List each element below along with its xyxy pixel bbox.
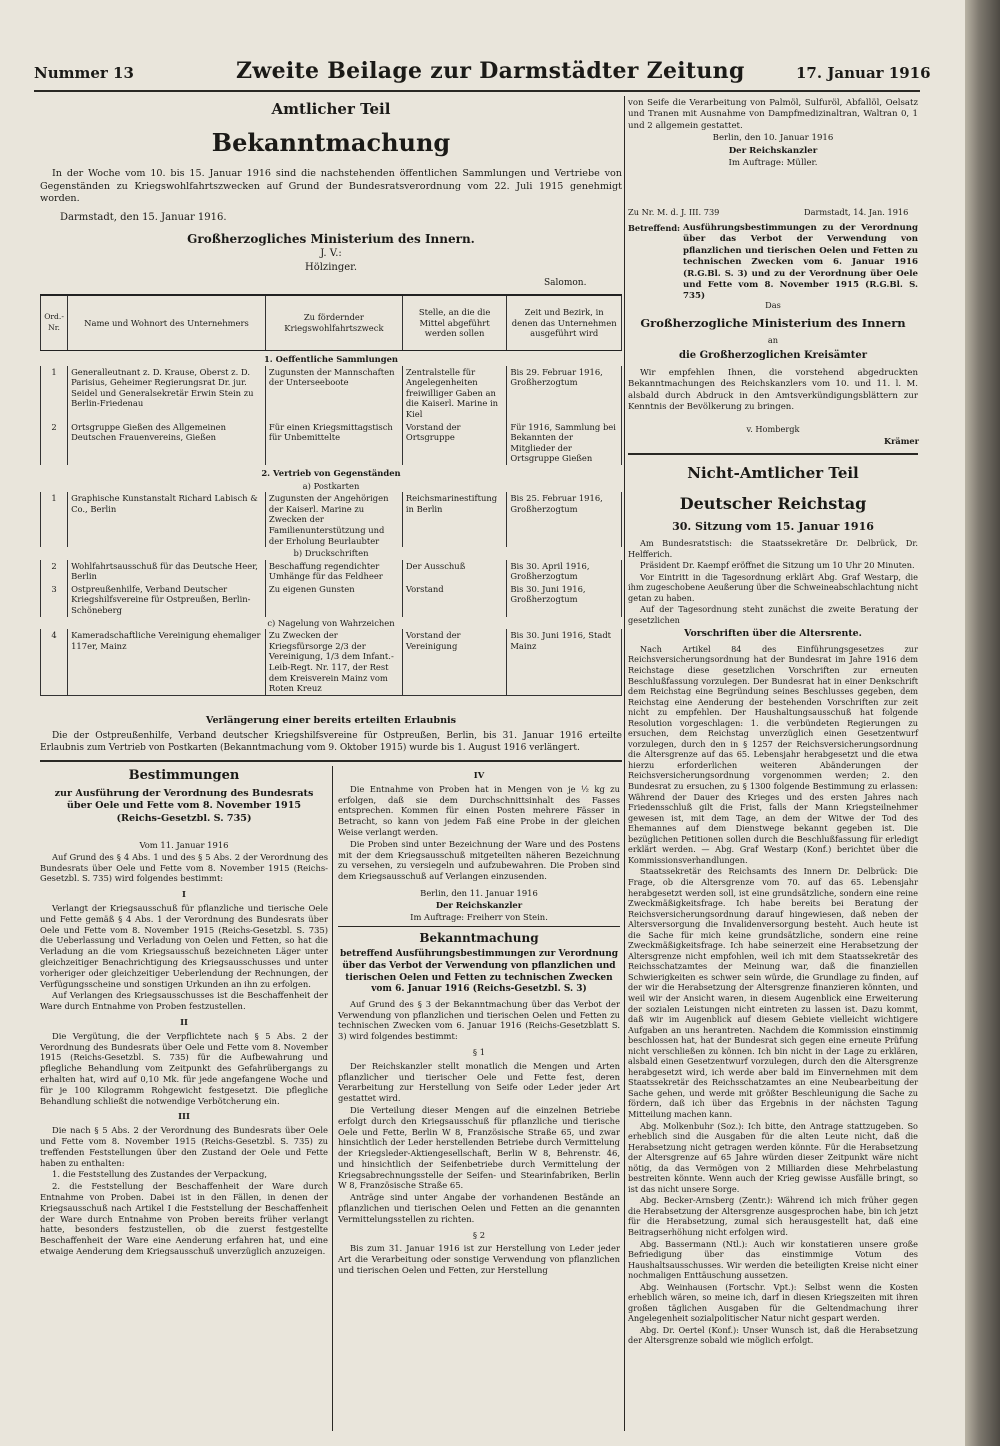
article-ii-text: Die Vergütung, die der Verpflichtete nach § 5 Abs. 2 der Verordnung des Bundesrats über Oele und Fette vom 8. November 1915 (Reichs-Gesetzbl. S. 735) für die Aufbewahrung und pflegliche Behandlung vom Zeitpunkt des Gefahrübergangs zu erhalten hat, wird auf 0,10 Mk. für jede angefangene Woche und für je 100 Kilogramm Rohgewicht festgesetzt. Die pflegliche Behandlung schließt die notwendige Verbötcherung ein. [40,1030,328,1106]
becker-speech: Abg. Becker-Arnsberg (Zentr.): Während ich mich früher gegen die Herabsetzung der Altersgrenze ausgesprochen habe, bin ich jetzt für die Herabsetzung, zumal sich herausgestellt hat, daß eine Beitragserhöhung nicht erfolgen wird. [628,1195,918,1237]
issue-date: 17. Januar 1916 [796,64,931,82]
col-header-name: Name und Wohnort des Unternehmers [68,295,266,351]
cell-stelle: Vorstand der Vereinigung [402,629,506,695]
betreff-block [683,223,918,304]
article-iii-item-1: 1. die Feststellung des Zustandes der Verpackung, [52,1169,268,1180]
col-header-stelle: Stelle, an die die Mittel abgeführt werden sollen [402,295,506,351]
molkenbuhr-speech: Abg. Molkenbuhr (Soz.): Ich bitte, den Antrage stattzugeben. So erheblich sind die Ausgaben für die alten Leute nicht, daß die Herabsetzung nicht getragen werden könnte. Für die Herabsetzung der Altersgrenze auf 65 Jahre würden dieser Zeitpunkt wäre nicht nötig, da das Vermögen von 2 Milliarden diese Mehrbelastung bestreiten könnte. Wenn auch der Krieg gewisse Ausfälle bringt, so ist das nicht unsere Sorge. [628,1120,918,1194]
cell-nr: 2 [41,560,68,583]
cell-name: Kameradschaftliche Vereinigung ehemaliger 117er, Mainz [68,629,266,695]
berlin-date-2: Berlin, den 11. Januar 1916 [420,887,538,898]
ministry-name: Großherzogliches Ministerium des Innern. [187,232,475,246]
col-header-zeit: Zeit und Bezirk, in denen das Unternehmen ausgeführt wird [507,295,622,351]
hombergk-signature: v. Hombergk [746,424,800,434]
reichstag-body [628,538,918,1347]
auftrag-signature: Im Auftrage: Müller. [728,158,818,169]
issue-number: Nummer 13 [34,64,134,82]
masthead-title: Zweite Beilage zur Darmstädter Zeitung [236,58,745,84]
agenda: Auf der Tagesordnung steht zunächst die zweite Beratung der gesetzlichen [628,604,918,625]
cell-stelle: Reichsmarinestiftung in Berlin [402,492,506,547]
article-iv: IV [473,770,485,780]
oertel-speech: Abg. Dr. Oertel (Konf.): Unser Wunsch ist, daß die Herabsetzung der Altersgrenze sobald wie möglich erfolgt. [628,1324,918,1346]
table-subsection-row [41,547,622,560]
cell-stelle: Zentralstelle für Angelegenheiten freiwilliger Gaben an die Kaiserl. Marine in Kiel [402,366,506,421]
recommendation-text: Wir empfehlen Ihnen, die vorstehend abgedruckten Bekanntmachungen des Reichskanzlers vom 10. und 11. l. M. alsbald durch Abdruck in den Amtsverkündigungsblättern zur Kenntnis der Bevölkerung zu bringen. [628,368,918,413]
table-subsection-row [41,480,622,493]
table-row [41,583,622,617]
continued-text: von Seife die Verarbeitung von Palmöl, Sulfuröl, Abfallöl, Oelsatz und Tranen mit Ausnahme von Dampfmedizinaltran, Waltran 0, 1 und 2 allgemein gestattet. [628,98,918,131]
intro-text: In der Woche vom 10. bis 15. Januar 1916 sind die nachstehenden öffentlichen Sammlungen und Vertriebe von Gegenständen zu Kriegswohlfahrtszwecken auf Grund der Bundesratsverordnung vom 22. Juli 1915 genehmigt worden. [40,168,622,205]
ministry-right: Großherzogliche Ministerium des Innern [640,316,906,330]
table-row [41,492,622,547]
collections-table [40,294,622,696]
cell-stelle: Der Ausschuß [402,560,506,583]
subsection-label: b) Druckschriften [293,548,369,559]
section-label: 1. Oeffentliche Sammlungen [263,354,399,364]
bekanntmachung-2-title: Bekanntmachung [419,931,539,946]
altersrente-title: Vorschriften über die Altersrente. [684,628,862,640]
section-label: 2. Vertrieb von Gegenständen [261,467,401,478]
article-iii: III [178,1111,190,1122]
bestimmungen-body [40,840,328,1258]
signer-name: Hölzinger. [304,262,358,273]
cell-name: Ortsgruppe Gießen des Allgemeinen Deutschen Frauenvereins, Gießen [68,421,266,465]
article-84: Nach Artikel 84 des Einführungsgesetzes zur Reichsversicherungsordnung hat der Bundesrat im Jahre 1916 dem Reichstage diese gesetzlichen Vorschriften zur erneuten Beschlußfassung vorzulegen. Der Bundesrat hat in einer Denkschrift dem Reichstag eine Begründung seines Beschlusses gegeben, dem Reichstag eine Aenderung der bestehenden Vorschriften zur zeit nicht zu empfehlen. Der Haushaltungsausschuß hat folgende Resolution vorgeschlagen: 1. die verbündeten Regierungen zu ersuchen, dem Reichstag unverzüglich einen Gesetzentwurf vorzulegen, durch den in § 1257 der Reichsversicherungsordnung die Altersgrenze auf das 65. Lebensjahr herabgesetzt und die etwa hierzu erforderlichen weiteren Abänderungen der Reichsversicherungsordnung vorgenommen werden; 2. den Bundesrat zu ersuchen, zu § 1300 folgende Bestimmung zu erlassen: Während der Dauer des Krieges und des ersten Jahres nach Friedensschluß gilt die Frist, falls der Mann Kriegsteilnehmer gewesen ist, mit dem Tage, an dem der Witwe der Tod des Ehemannes auf dem Dienstwege bekannt gegeben ist. Die bezüglichen Petitionen sollen durch die Beschlußfassung für erledigt erklärt werden. — Abg. Graf Westarp (Konf.) berichtet über die Kommissionsverhandlungen. [628,643,918,865]
extension-text: Die der Ostpreußenhilfe, Verband deutscher Kriegshilfsvereine für Ostpreußen, Berlin, bis 31. Januar 1916 erteilte Erlaubnis zum Vertrieb von Postkarten (Bekanntmachung vom 9. Oktober 1915) wurde bis 1. August 1916 verlängert. [40,731,622,753]
cell-stelle: Vorstand der Ortsgruppe [402,421,506,465]
cell-zeit: Bis 30. Juni 1916, Großherzogtum [507,583,622,617]
masthead-rule [34,90,920,92]
cell-zeit: Für 1916, Sammlung bei Bekannten der Mitglieder der Ortsgruppe Gießen [507,421,622,465]
table-row [41,421,622,465]
cell-zweck: Zu Zwecken der Kriegsfürsorge 2/3 der Vereinigung, 1/3 dem Infant.-Leib-Regt. Nr. 117, der Rest dem Kreisverein Mainz vom Roten Kreuz [265,629,402,695]
section-title-amtlich: Amtlicher Teil [271,100,391,118]
cell-name: Generalleutnant z. D. Krause, Oberst z. D. Parisius, Geheimer Regierungsrat Dr. jur. Seidel und Generalsekretär Erwin Stein zu Berlin-Friedenau [68,366,266,421]
table-row [41,560,622,583]
table-header-row [41,295,622,351]
betreff-label: Betreffend: [628,223,681,233]
bassermann-speech: Abg. Bassermann (Ntl.): Auch wir konstatieren unsere große Befriedigung über das einstimmige Votum des Haushaltsausschusses. Wir werden die beteiligten Kreise nicht einer nochmaligen Enttäuschung aussetzen. [628,1238,918,1281]
table-row [41,629,622,695]
cell-nr: 1 [41,492,68,547]
announcement-place-date: Darmstadt, den 15. Januar 1916. [60,212,227,223]
cell-stelle: Vorstand [402,583,506,617]
betreff-text: Ausführungsbestimmungen zu der Verordnung über das Verbot der Verwendung von pflanzlichen und tierischen Oelen und Fetten zu technischen Zwecken vom 6. Januar 1916 (R.G.Bl. S. 3) und zu der Verordnung über Oele und Fette vom 8. November 1915 (R.G.Bl. S. 735) [683,223,918,302]
article-iv-text-b: Die Proben sind unter Bezeichnung der Ware und des Postens mit der dem Kriegsausschuß mitgeteilten näheren Bezeichnung zu versehen, zu versiegeln und aufzubewahren. Die Proben sind dem Kriegsausschuß auf Verlangen einzusenden. [338,838,620,882]
bekanntmachung-2-subtitle: betreffend Ausführungsbestimmungen zur Verordnung über das Verbot der Verwendung von pflanzlichen und tierischen Oelen und Fetten zu technischen Zwecken vom 6. Januar 1916 (Reichs-Gesetzbl. S. 3) [339,949,619,995]
cell-zeit: Bis 30. April 1916, Großherzogtum [507,560,622,583]
cosigner-name: Salomon. [544,278,587,288]
recipients: die Großherzoglichen Kreisämter [678,350,868,361]
sitting-title: 30. Sitzung vom 15. Januar 1916 [672,520,874,533]
table-bottom-rule [40,760,622,762]
subsection-label: c) Nagelung von Wahrzeichen [267,617,395,628]
article-i-text: Verlangt der Kriegsausschuß für pflanzliche und tierische Oele und Fette gemäß § 4 Abs. 1 der Verordnung des Bundesrats über Oele und Fette vom 8. November 1915 (Reichs-Gesetzbl. S. 735) die Ueberlassung und Verladung von Oelen und Fetten, so hat die Verladung an die vom Kriegsausschuß bezeichneten Läger unter gleichzeitiger Benachrichtigung des Kriegsausschusses und unter vorheriger oder gleichzeitiger Ueberlendung der Rechnungen, der Verfügungsscheine und sonstigen Urkunden an ihn zu erfolgen. [40,902,328,989]
article-i: I [182,889,186,900]
cell-zweck: Beschaffung regendichter Umhänge für das Feldheer [265,560,402,583]
paragraph-2: § 2 [472,1229,486,1240]
cell-nr: 3 [41,583,68,617]
cell-name: Ostpreußenhilfe, Verband Deutscher Kriegshilfsvereine für Ostpreußen, Berlin-Schöneberg [68,583,266,617]
vertical-rule-main [624,96,625,1431]
cell-name: Graphische Kunstanstalt Richard Labisch & Co., Berlin [68,492,266,547]
article-iii-text: Die nach § 5 Abs. 2 der Verordnung des Bundesrats über Oele und Fette vom 8. November 1915 (Reichs-Gesetzbl. S. 735) zu treffenden Feststellungen über den Zustand der Oele und Fette haben zu enthalten: [40,1125,328,1168]
cell-nr: 2 [41,421,68,465]
article-iv-text: Die Entnahme von Proben hat in Mengen von je ½ kg zu erfolgen, daß sie dem Durchschnittsinhalt des Fasses entsprechen. Kommen für einen Posten mehrere Fässer in Betracht, so kann von jedem Faß eine Probe in der gleichen Weise verlangt werden. [338,783,620,837]
opening: Präsident Dr. Kaempf eröffnet die Sitzung um 10 Uhr 20 Minuten. [640,560,915,571]
bundesratstisch: Am Bundesratstisch: die Staatssekretäre Dr. Delbrück, Dr. Helfferich. [628,538,918,559]
cell-zweck: Zugunsten der Angehörigen der Kaiserl. Marine zu Zwecken der Familienunterstützung und der Erholung Beurlaubter [265,492,402,547]
extension-block [40,731,622,755]
section-title-nichtamtlich: Nicht-Amtlicher Teil [687,464,859,482]
berlin-date: Berlin, den 10. Januar 1916 [712,133,834,144]
announcement-title: Bekanntmachung [211,128,451,157]
paragraph-1-text-b: Die Verteilung dieser Mengen auf die einzelnen Betriebe erfolgt durch den Kriegsausschuß für pflanzliche und tierische Oele und Fette, Berlin W 8, Französische Straße 65, und zwar hinsichtlich der Leder herstellenden Betriebe durch Vermittelung der Kriegsleder-Aktiengesellschaft, Berlin W 8, Behrenstr. 46, und hinsichtlich der Seifenbetriebe durch Vermittelung der Kriegsabrechnungsstelle der Seifen- und Stearinfabriken, Berlin W 8, Französische Straße 65. [338,1104,620,1191]
col-header-nr: Ord.-Nr. [41,295,68,351]
cell-zeit: Bis 29. Februar 1916, Großherzogtum [507,366,622,421]
reichskanzler-label: Der Reichskanzler [728,145,818,156]
announcement-intro [40,168,622,207]
cell-zeit: Bis 30. Juni 1916, Stadt Mainz [507,629,622,695]
bestimmungen-title: Bestimmungen [128,768,240,783]
paragraph-1-text: Der Reichskanzler stellt monatlich die Mengen und Arten pflanzlicher und tierischer Oele und Fette fest, deren Verarbeitung zur Herstellung von Seife oder Leder jeder Art gestattet wird. [338,1060,620,1104]
table-row [41,366,622,421]
table-section-row [41,465,622,480]
delbrueck-speech: Staatssekretär des Reichsamts des Innern Dr. Delbrück: Die Frage, ob die Altersgrenze vom 70. auf das 65. Lebensjahr herabgesetzt werden soll, ist eine grundsätzliche, sondern eine reine Zweckmäßigkeitsfrage. Ich habe bereits bei Beratung der Reichsversicherungsordnung darauf hingewiesen, daß neben der Altersversorgung die Invalidenversorgung besteht. Auch heute ist die Sache für mich keine grundsätzliche, sondern eine reine Zweckmäßigkeitsfrage. Ich habe seinerzeit eine Herabsetzung der Altersgrenze nicht empfohlen, weil ich mit dem Staatssekretär des Reichsschatzamtes der Meinung war, daß die finanziellen Schwierigkeiten es schwer sein würde, die Grundlage zu finden, auf der wir die Herabsetzung der Altersgrenze finanzieren könnten, und weil wir der Ansicht waren, in diesem Augenblick eine Erweiterung der sozialen Leistungen nicht eintreten zu lassen ist. Dazu kommt, daß wir im Augenblick auf diesem Gebiete vielleicht wichtigere Aufgaben an uns herantreten. Nachdem die Kommission einstimmig beschlossen hat, hat der Bundesrat sich gegen eine erneute Prüfung nicht verschließen zu können. Ich bin nicht in der Lage zu erklären, alsbald einen Gesetzentwurf vorzulegen, durch den die Altersgrenze herabgesetzt wird, ich werde aber bald im Einvernehmen mit dem Staatssekretär des Reichsschatzamtes an eine Neubearbeitung der Sache gehen, und werde mit größter Beschleunigung die Sache zu fördern, daß ich über das Ergebnis in der nächsten Tagung Mitteilung machen kann. [628,866,918,1119]
weinhausen-speech: Abg. Weinhausen (Fortschr. Vpt.): Selbst wenn die Kosten erheblich wären, so meine ich, darf in diesen Kriegszeiten mit ihren großen täglichen Ausgaben für die Geltendmachung ihrer Angelegenheit sozialpolitischer Natur nicht gespart werden. [628,1281,918,1324]
table-section-row [41,351,622,366]
cell-nr: 1 [41,366,68,421]
paragraph-1: § 1 [472,1046,486,1057]
bestimmungen-subtitle: zur Ausführung der Verordnung des Bundesrats über Oele und Fette vom 8. November 1915 (Reichs-Gesetzbl. S. 735) [54,788,314,824]
cell-name: Wohlfahrtsausschuß für das Deutsche Heer, Berlin [68,560,266,583]
cell-zweck: Für einen Kriegsmittagstisch für Unbemittelte [265,421,402,465]
reichskanzler-label-2: Der Reichskanzler [435,899,523,910]
cell-zweck: Zugunsten der Mannschaften der Unterseeboote [265,366,402,421]
iv-label: J. V.: [320,248,342,259]
middle-column [338,770,620,1277]
bestimmungen-date: Vom 11. Januar 1916 [139,840,229,850]
vertical-rule-lower [332,766,333,1431]
cell-nr: 4 [41,629,68,695]
subsection-label: a) Postkarten [302,480,360,491]
mid-divider [338,926,620,927]
westarp-statement: Vor Eintritt in die Tagesordnung erklärt Abg. Graf Westarp, die ihm zugeschobene Aeußerung über die Schweineabschlachtung nicht getan zu haben. [628,571,918,603]
bekanntmachung-2-intro: Auf Grund des § 3 der Bekanntmachung über das Verbot der Verwendung von pflanzlichen und tierischen Oelen und Fetten zu technischen Zwecken vom 6. Januar 1916 (Reichs-Gesetzblatt S. 3) wird folgendes bestimmt: [338,998,620,1042]
article-i-text-b: Auf Verlangen des Kriegsausschusses ist die Beschaffenheit der Ware durch Entnahme von Proben festzustellen. [40,990,328,1012]
extension-title: Verlängerung einer bereits erteilten Erlaubnis [205,715,457,726]
bestimmungen-intro: Auf Grund des § 4 Abs. 1 und des § 5 Abs. 2 der Verordnung des Bundesrats über Oele und Fette vom 8. November 1915 (Reichs-Gesetzbl. S. 735) wird folgendes bestimmt: [40,851,328,884]
paragraph-1-text-c: Anträge sind unter Angabe der vorhandenen Bestände an pflanzlichen und tierischen Oelen und Fetten an die genannten Vermittelungsstellen zu richten. [338,1192,620,1224]
kraemer-signature: Krämer [884,436,919,446]
table-subsection-row [41,617,622,630]
article-ii: II [180,1016,188,1027]
stein-signature: Im Auftrage: Freiherr von Stein. [410,911,548,922]
an-label: an [767,335,779,345]
das-label: Das [765,300,781,310]
article-iii-item-2: 2. die Feststellung der Beschaffenheit der Ware durch Entnahme von Proben. Dabei ist in den Fällen, in denen der Kriegsausschuß nach Artikel I die Feststellung der Beschaffenheit der Ware durch Entnahme von Proben bereits früher verlangt hatte, besonders festzustellen, ob die zuerst festgestellte Beschaffenheit der Ware eine Aenderung erfahren hat, und eine etwaige Aenderung dem Kriegsausschuß unverzüglich anzuzeigen. [40,1181,328,1256]
right-column-top [628,98,918,191]
binding-edge [965,0,1000,1446]
reichstag-title: Deutscher Reichstag [679,494,867,513]
reference-number: Zu Nr. M. d. J. III. 739 [628,207,720,217]
paragraph-2-text: Bis zum 31. Januar 1916 ist zur Herstellung von Leder jeder Art die Verarbeitung oder sonstige Verwendung von pflanzlichen und tierischen Oelen und Fetten, zur Herstellung [338,1243,620,1276]
right-section-rule [628,453,918,455]
reference-date: Darmstadt, 14. Jan. 1916 [804,207,909,217]
cell-zweck: Zu eigenen Gunsten [265,583,402,617]
recommendation-block [628,368,918,415]
col-header-zweck: Zu fördernder Kriegswohlfahrtszweck [265,295,402,351]
cell-zeit: Bis 25. Februar 1916, Großherzogtum [507,492,622,547]
